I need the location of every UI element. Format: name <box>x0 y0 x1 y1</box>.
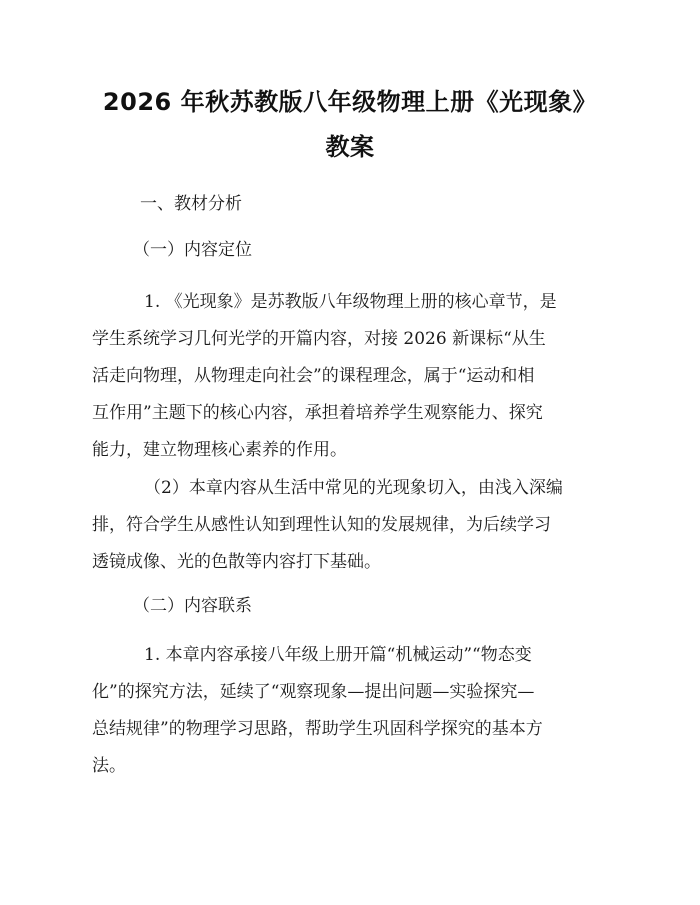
paragraph-line: 总结规律”的物理学习思路，帮助学生巩固科学探究的基本方 <box>92 719 543 739</box>
paragraph-line: 透镜成像、光的色散等内容打下基础。 <box>92 552 381 572</box>
paragraph-line: 化”的探究方法，延续了“观察现象—提出问题—实验探究— <box>92 682 535 702</box>
document-title-line1: 2026 年秋苏教版八年级物理上册《光现象》 <box>102 88 598 116</box>
paragraph-line: （2）本章内容从生活中常见的光现象切入，由浅入深编 <box>144 478 563 498</box>
paragraph-content-connection-1 <box>92 637 612 785</box>
subsection-heading-content-connection: （二）内容联系 <box>133 596 252 616</box>
paragraph-line: 1. 《光现象》是苏教版八年级物理上册的核心章节，是 <box>144 292 557 312</box>
paragraph-line: 互作用”主题下的核心内容，承担着培养学生观察能力、探究 <box>92 403 543 423</box>
paragraph-line: 学生系统学习几何光学的开篇内容，对接 2026 新课标“从生 <box>92 329 546 349</box>
paragraph-content-positioning-2 <box>92 470 612 581</box>
paragraph-line: 1. 本章内容承接八年级上册开篇“机械运动”“物态变 <box>144 645 532 665</box>
paragraph-line: 能力，建立物理核心素养的作用。 <box>92 440 347 460</box>
paragraph-line: 排，符合学生从感性认知到理性认知的发展规律，为后续学习 <box>92 515 551 535</box>
paragraph-content-positioning-1 <box>92 284 612 469</box>
paragraph-line: 活走向物理，从物理走向社会”的课程理念，属于“运动和相 <box>92 366 535 386</box>
subsection-heading-content-positioning: （一）内容定位 <box>133 240 252 260</box>
document-title-line2: 教案 <box>325 133 375 161</box>
section-heading-textbook-analysis: 一、教材分析 <box>140 194 242 214</box>
paragraph-line: 法。 <box>92 756 126 776</box>
